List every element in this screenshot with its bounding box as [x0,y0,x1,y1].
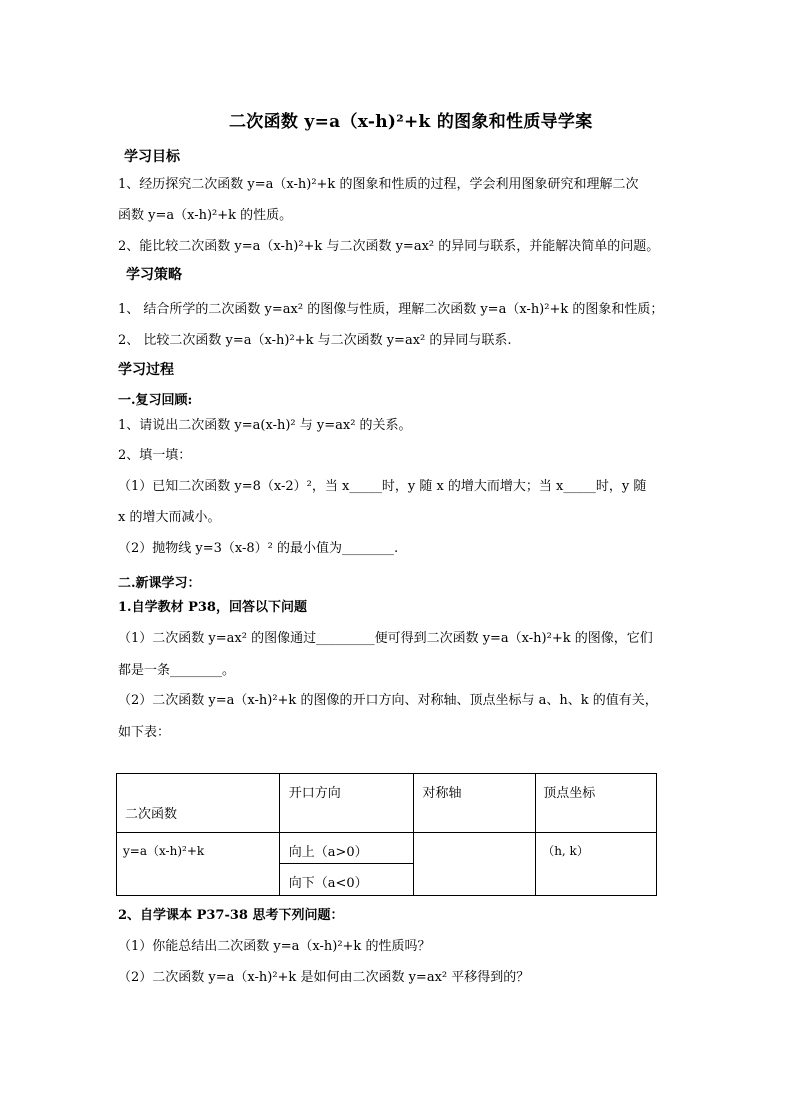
strategy-item-2: 2、 比较二次函数 y=a（x-h)²+k 与二次函数 y=ax² 的异同与联系. [118,333,512,348]
fill-item-2: （2）抛物线 y=3（x-8）² 的最小值为________. [118,541,399,556]
header-cell-function [117,774,280,833]
review-heading: 一.复习回顾: [118,393,193,408]
review-item-2: 2、填一填： [118,448,192,463]
row-axis-cell [414,833,536,896]
think-question-2: （2）二次函数 y=a（x-h)²+k 是如何由二次函数 y=ax² 平移得到的？ [118,970,530,985]
header-function-label: 二次函数 [125,807,178,822]
header-opening-label: 开口方向 [288,786,341,801]
review-item-1: 1、请说出二次函数 y=a(x-h)² 与 y=ax² 的关系。 [118,418,412,433]
process-heading: 学习过程 [118,362,174,378]
header-cell-vertex [536,774,657,833]
row-vertex-cell [536,833,657,896]
new-lesson-heading: 二.新课学习： [118,576,201,591]
row-function-value: y=a（x-h)²+k [123,844,205,858]
goals-item-1: 1、经历探究二次函数 y=a（x-h)²+k 的图象和性质的过程，学会利用图象研究和理解二次 [118,177,639,192]
strategy-item-1: 1、 结合所学的二次函数 y=ax² 的图像与性质，理解二次函数 y=a（x-h)²+k 的图象和性质； [118,302,664,317]
row-opening-up: 向上（a>0） [288,845,368,860]
self-study-2: 2、自学课本 P37-38 思考下列问题： [118,908,344,923]
goals-item-2: 2、能比较二次函数 y=a（x-h)²+k 与二次函数 y=ax² 的异同与联系，并能解决简单的问题。 [118,239,660,254]
fill-item-1: （1）已知二次函数 y=8（x-2）²，当 x_____时，y 随 x 的增大而增大；当 x_____时，y 随 [118,479,647,494]
row-function-cell [117,833,280,896]
properties-table [116,773,657,896]
question-1-cont: 都是一条________。 [118,663,236,678]
row-vertex-value: （h, k） [542,844,589,858]
header-cell-opening [279,774,414,833]
self-study-1: 1.自学教材 P38，回答以下问题 [118,600,307,615]
think-question-1: （1）你能总结出二次函数 y=a（x-h)²+k 的性质吗？ [118,939,431,954]
header-cell-axis [414,774,536,833]
goals-item-1-cont: 函数 y=a（x-h)²+k 的性质。 [118,208,293,223]
table-header-row [117,774,657,833]
fill-item-1-cont: x 的增大而减小。 [118,510,221,525]
question-2-cont: 如下表： [118,725,171,740]
page-title: 二次函数 y=a（x-h)²+k 的图象和性质导学案 [229,112,593,132]
row-opening-up-cell [279,833,414,864]
header-vertex-label: 顶点坐标 [543,786,596,801]
question-2: （2）二次函数 y=a（x-h)²+k 的图像的开口方向、对称轴、顶点坐标与 a、h、k 的值有关， [118,693,658,708]
table-row [117,833,657,864]
question-1: （1）二次函数 y=ax² 的图像通过_________便可得到二次函数 y=a（x-h)²+k 的图像，它们 [118,631,653,646]
goals-heading: 学习目标 [124,149,180,165]
header-axis-label: 对称轴 [422,786,462,801]
row-opening-down: 向下（a<0） [288,876,368,891]
row-opening-down-cell [279,864,414,896]
strategy-heading: 学习策略 [126,267,182,283]
